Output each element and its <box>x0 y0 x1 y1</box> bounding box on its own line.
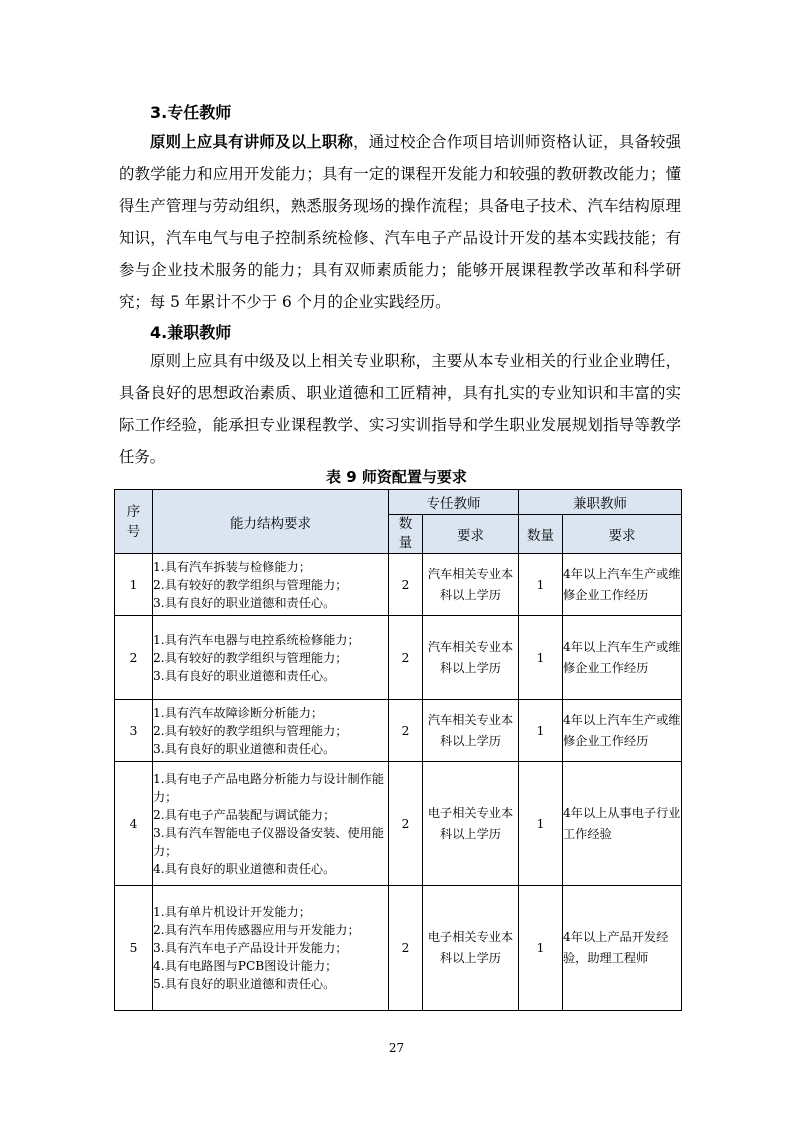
ability-line: 2.具有较好的教学组织与管理能力； <box>153 577 348 592</box>
ability-line: 3.具有良好的职业道德和责任心。 <box>153 668 336 683</box>
cell-ability <box>153 554 389 616</box>
cell-serial: 4 <box>115 762 153 886</box>
cell-count-fulltime: 2 <box>389 700 423 762</box>
paragraph-lead: 原则上应具有讲师及以上职称 <box>150 133 354 151</box>
faculty-requirements-table <box>114 489 682 1011</box>
page-number: 27 <box>388 1041 405 1055</box>
ability-line: 1.具有电子产品电路分析能力与设计制作能力； <box>153 771 385 804</box>
cell-count-parttime: 1 <box>519 616 563 700</box>
section-heading-parttime: 4.兼职教师 <box>150 323 232 342</box>
table-row <box>115 700 682 762</box>
cell-count-fulltime: 2 <box>389 762 423 886</box>
table-row <box>115 886 682 1011</box>
cell-requirement-parttime: 4年以上从事电子行业工作经验 <box>563 762 682 886</box>
header-fulltime: 专任教师 <box>389 490 519 515</box>
header-serial-number: 序号 <box>115 490 153 554</box>
cell-requirement-parttime: 4年以上产品开发经验，助理工程师 <box>563 886 682 1011</box>
cell-serial: 2 <box>115 616 153 700</box>
ability-line: 2.具有较好的教学组织与管理能力； <box>153 723 348 738</box>
section-heading-fulltime: 3.专任教师 <box>150 103 232 122</box>
header-requirement-parttime: 要求 <box>563 515 682 554</box>
cell-count-parttime: 1 <box>519 700 563 762</box>
paragraph-fulltime-teachers <box>119 126 681 318</box>
header-requirement-fulltime: 要求 <box>423 515 519 554</box>
cell-requirement-parttime: 4年以上汽车生产或维修企业工作经历 <box>563 700 682 762</box>
cell-count-parttime: 1 <box>519 554 563 616</box>
cell-ability <box>153 886 389 1011</box>
cell-serial: 5 <box>115 886 153 1011</box>
cell-ability <box>153 700 389 762</box>
cell-count-fulltime: 2 <box>389 886 423 1011</box>
ability-line: 3.具有良好的职业道德和责任心。 <box>153 595 336 610</box>
cell-serial: 3 <box>115 700 153 762</box>
cell-requirement-parttime: 4年以上汽车生产或维修企业工作经历 <box>563 554 682 616</box>
table-caption: 表 9 师资配置与要求 <box>326 468 467 486</box>
cell-requirement-fulltime: 汽车相关专业本科以上学历 <box>423 700 519 762</box>
ability-line: 2.具有汽车用传感器应用与开发能力； <box>153 923 360 937</box>
cell-requirement-parttime: 4年以上汽车生产或维修企业工作经历 <box>563 616 682 700</box>
cell-requirement-fulltime: 汽车相关专业本科以上学历 <box>423 554 519 616</box>
table-row <box>115 554 682 616</box>
ability-line: 3.具有汽车智能电子仪器设备安装、使用能力； <box>153 825 385 858</box>
ability-line: 3.具有汽车电子产品设计开发能力； <box>153 941 348 955</box>
cell-count-fulltime: 2 <box>389 554 423 616</box>
cell-count-parttime: 1 <box>519 762 563 886</box>
cell-requirement-fulltime: 电子相关专业本科以上学历 <box>423 886 519 1011</box>
cell-ability <box>153 616 389 700</box>
cell-requirement-fulltime: 电子相关专业本科以上学历 <box>423 762 519 886</box>
ability-line: 1.具有单片机设计开发能力； <box>153 905 311 919</box>
cell-ability <box>153 762 389 886</box>
ability-line: 3.具有良好的职业道德和责任心。 <box>153 741 336 756</box>
header-count-fulltime: 数量 <box>389 515 423 554</box>
paragraph-body: ，通过校企合作项目培训师资格认证，具备较强的教学能力和应用开发能力；具有一定的课程开发能力和较强的教研教改能力；懂得生产管理与劳动组织，熟悉服务现场的操作流程；具备电子技术、汽车结构原理知识，汽车电气与电子控制系统检修、汽车电子产品设计开发的基本实践技能；有参与企业技术服务的能力；具有双师素质能力；能够开展课程教学改革和科学研究；每 5 年累计不少于 6 个月的企业实践经历。 <box>119 133 681 311</box>
ability-line: 5.具有良好的职业道德和责任心。 <box>153 977 336 991</box>
cell-count-fulltime: 2 <box>389 616 423 700</box>
table-row <box>115 616 682 700</box>
header-parttime: 兼职教师 <box>519 490 682 515</box>
cell-serial: 1 <box>115 554 153 616</box>
cell-requirement-fulltime: 汽车相关专业本科以上学历 <box>423 616 519 700</box>
paragraph-parttime-teachers: 原则上应具有中级及以上相关专业职称，主要从本专业相关的行业企业聘任，具备良好的思想政治素质、职业道德和工匠精神，具有扎实的专业知识和丰富的实际工作经验，能承担专业课程教学、实习实训指导和学生职业发展规划指导等教学任务。 <box>119 352 681 466</box>
ability-line: 4.具有电路图与PCB图设计能力； <box>153 959 338 973</box>
ability-line: 1.具有汽车电器与电控系统检修能力； <box>153 632 360 647</box>
header-ability: 能力结构要求 <box>153 490 389 554</box>
header-count-parttime: 数量 <box>519 515 563 554</box>
ability-line: 4.具有良好的职业道德和责任心。 <box>153 861 336 876</box>
ability-line: 1.具有汽车故障诊断分析能力； <box>153 705 324 720</box>
table-row <box>115 762 682 886</box>
ability-line: 2.具有较好的教学组织与管理能力； <box>153 650 348 665</box>
ability-line: 1.具有汽车拆装与检修能力； <box>153 559 311 574</box>
ability-line: 2.具有电子产品装配与调试能力； <box>153 807 336 822</box>
cell-count-parttime: 1 <box>519 886 563 1011</box>
